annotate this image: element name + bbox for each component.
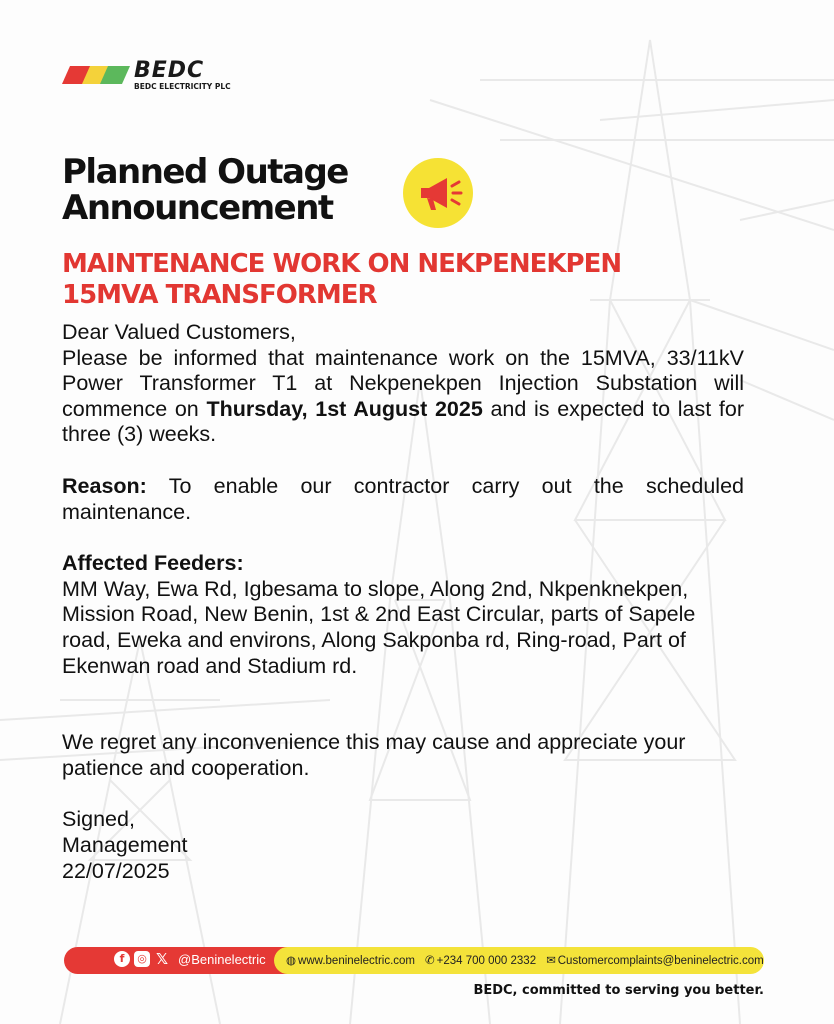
contact-footer-bar — [64, 947, 764, 974]
tagline: BEDC, committed to serving you better. — [473, 983, 764, 998]
notice-body — [62, 320, 744, 884]
website-text: www.beninelectric.com — [298, 955, 416, 967]
signed-label: Signed, — [62, 807, 135, 832]
regret-paragraph: We regret any inconvenience this may cause and appreciate your patience and cooperation. — [62, 730, 686, 780]
intro-text: Please be informed that maintenance work on the 15MVA, 33/11kV Power Transformer T1 at Nekpenekpen Injection Substation will commence on — [62, 345, 744, 421]
megaphone-icon — [403, 158, 473, 228]
reason-paragraph — [62, 474, 744, 525]
headline-line-1: MAINTENANCE WORK ON NEKPENEKPEN — [62, 249, 622, 279]
feeders-label: Affected Feeders: — [62, 551, 244, 576]
megaphone-badge — [403, 158, 473, 228]
feeders-list: MM Way, Ewa Rd, Igbesama to slope, Along 2nd, Nkpenknekpen, Mission Road, New Benin, 1st & 2nd East Circular, parts of Sapele road, Eweka and environs, Along Sakponba rd, Ring-road, Part of Ekenwan road and Stadium rd. — [62, 576, 696, 678]
phone-icon: ✆ — [425, 953, 435, 967]
logo-stripes-icon — [62, 62, 134, 88]
signatory: Management — [62, 832, 188, 857]
reason-text: To enable our contractor carry out the scheduled maintenance. — [62, 473, 744, 524]
social-handle[interactable]: @Beninelectric — [178, 951, 266, 967]
email-link[interactable] — [546, 953, 764, 967]
intro-duration: and is expected to last for three (3) weeks. — [62, 396, 745, 447]
start-date: Thursday, 1st August 2025 — [206, 396, 483, 421]
website-link[interactable] — [286, 953, 415, 967]
instagram-icon[interactable]: ◎ — [134, 951, 150, 967]
title-line-1: Planned Outage — [62, 152, 348, 192]
notice-date: 22/07/2025 — [62, 858, 170, 883]
facebook-icon[interactable]: f — [114, 951, 130, 967]
phone-text: +234 700 000 2332 — [436, 955, 537, 967]
reason-label: Reason: — [62, 473, 147, 498]
logo-subtitle: BEDC ELECTRICITY PLC — [134, 82, 231, 91]
headline-line-2: 15MVA TRANSFORMER — [62, 280, 377, 310]
bedc-logo — [62, 60, 232, 100]
logo-wordmark: BEDC — [134, 58, 205, 83]
x-icon[interactable]: 𝕏 — [155, 950, 169, 968]
contact-details — [286, 953, 764, 967]
page-title — [62, 154, 402, 226]
social-links — [114, 951, 266, 967]
notice-headline — [62, 249, 782, 311]
intro-paragraph — [62, 346, 744, 448]
email-text: Customercomplaints@beninelectric.com — [557, 955, 764, 967]
phone-link[interactable] — [425, 953, 536, 967]
mail-icon: ✉ — [546, 953, 556, 967]
title-line-2: Announcement — [62, 188, 333, 228]
salutation: Dear Valued Customers, — [62, 320, 296, 344]
globe-icon: ◍ — [286, 953, 297, 967]
